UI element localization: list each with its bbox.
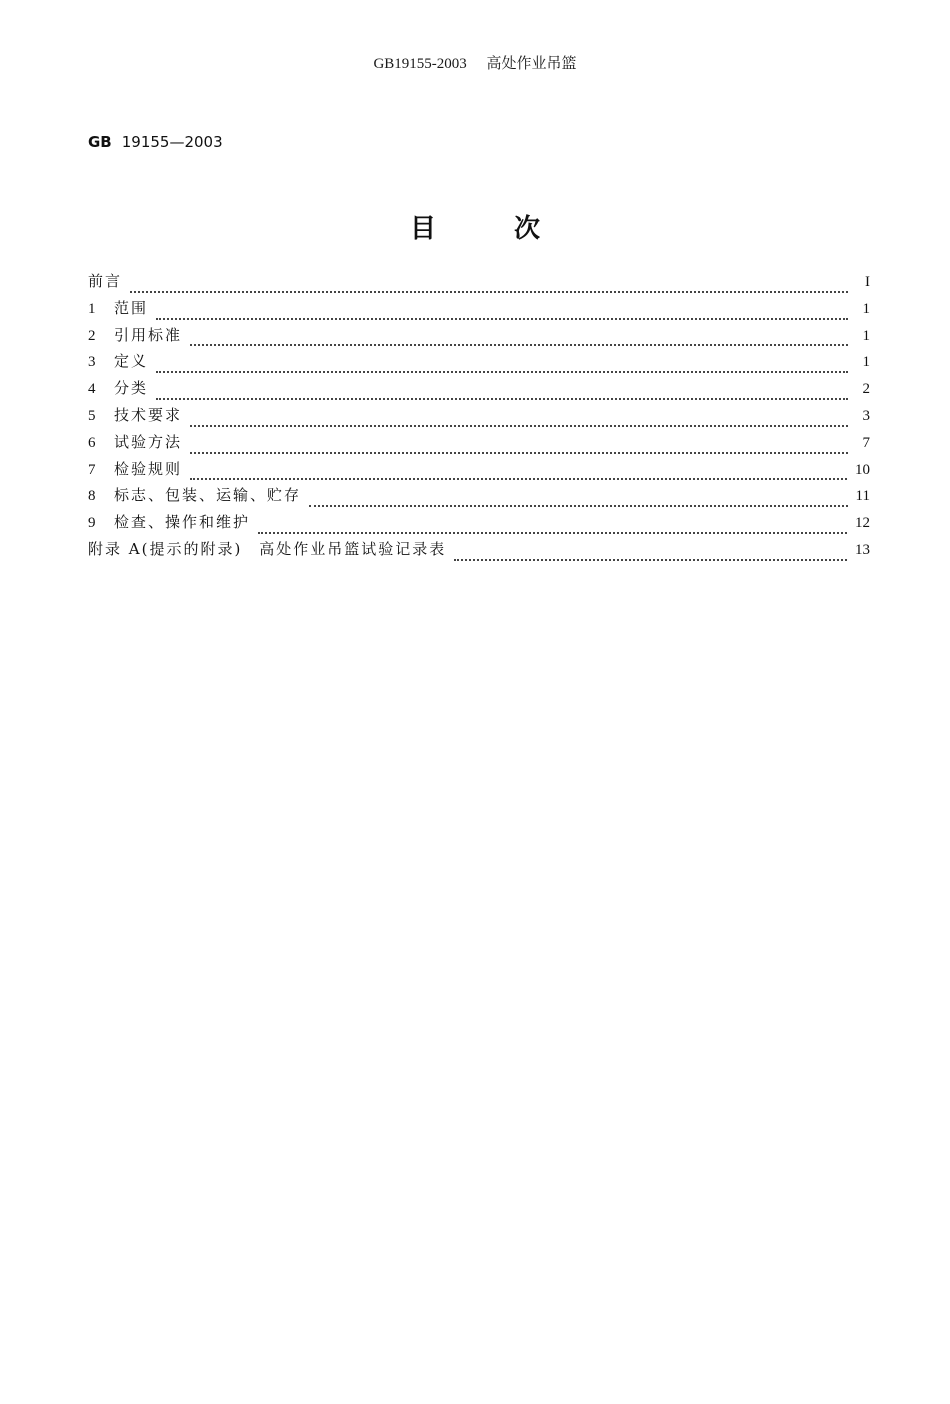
toc-entry-6[interactable] (88, 431, 870, 458)
toc-entry-number: 4 (88, 381, 96, 398)
toc-entry-1[interactable] (88, 297, 870, 324)
toc-leader-dots (258, 532, 847, 534)
toc-entry-label: 分类 (114, 379, 149, 398)
toc-entry-label: 标志、包装、运输、贮存 (114, 486, 302, 505)
toc-leader-dots (190, 344, 848, 346)
toc-leader-dots (309, 505, 848, 507)
toc-entry-number: 6 (88, 434, 96, 451)
toc-entry-number: 2 (88, 327, 96, 344)
toc-entry-page: 7 (862, 434, 870, 451)
toc-leader-dots (190, 425, 848, 427)
toc-entry-label: 附录 A(提示的附录) 高处作业吊篮试验记录表 (88, 539, 447, 558)
toc-entry-page: 2 (862, 381, 870, 398)
toc-entry-page: 1 (862, 354, 870, 371)
toc-leader-dots (156, 398, 848, 400)
toc-entry-label: 检查、操作和维护 (114, 513, 251, 532)
toc-leader-dots (130, 291, 848, 293)
toc-entry-page: 13 (855, 541, 870, 558)
toc-entry-label: 定义 (114, 352, 149, 371)
header-standard-title: 高处作业吊篮 (486, 56, 577, 72)
standard-code: 19155—2003 (121, 133, 223, 151)
toc-entry-label: 引用标准 (114, 325, 183, 344)
toc-leader-dots (190, 452, 848, 454)
toc-entry-7[interactable] (88, 458, 870, 485)
toc-entry-2[interactable] (88, 324, 870, 351)
toc-entry-page: 10 (855, 461, 870, 478)
toc-leader-dots (190, 478, 847, 480)
toc-entry-number: 7 (88, 461, 96, 478)
toc-title: 目次 (409, 214, 618, 244)
toc-entry-page: 1 (862, 327, 870, 344)
toc-entry-number: 1 (88, 300, 96, 317)
toc-entry-page: 12 (855, 515, 870, 532)
toc-entry-page: 11 (855, 488, 870, 505)
toc-entry-page: I (865, 274, 870, 290)
running-header (0, 52, 950, 73)
toc-entry-foreword[interactable] (88, 270, 870, 297)
toc-leader-dots (454, 559, 847, 561)
toc-entry-page: 1 (862, 300, 870, 317)
toc-entry-3[interactable] (88, 350, 870, 377)
toc-leader-dots (156, 371, 848, 373)
toc-entry-number: 8 (88, 488, 96, 505)
toc-entry-label: 试验方法 (114, 432, 183, 451)
toc-entry-page: 3 (862, 407, 870, 424)
toc-entry-4[interactable] (88, 377, 870, 404)
toc-entry-number: 5 (88, 407, 96, 424)
standard-prefix: GB (88, 133, 112, 151)
standard-number (88, 133, 223, 151)
toc-leader-dots (156, 318, 848, 320)
toc-entry-label: 技术要求 (114, 405, 183, 424)
toc-entry-9[interactable] (88, 511, 870, 538)
toc-entry-number: 9 (88, 515, 96, 532)
toc-entry-number: 3 (88, 354, 96, 371)
toc-entry-label: 前言 (88, 272, 123, 290)
toc-entry-8[interactable] (88, 484, 870, 511)
table-of-contents (88, 270, 870, 565)
toc-entry-appendix-a[interactable] (88, 538, 870, 565)
toc-entry-label: 范围 (114, 298, 149, 317)
toc-entry-5[interactable] (88, 404, 870, 431)
toc-entry-label: 检验规则 (114, 459, 183, 478)
header-standard-code: GB19155-2003 (373, 56, 467, 72)
